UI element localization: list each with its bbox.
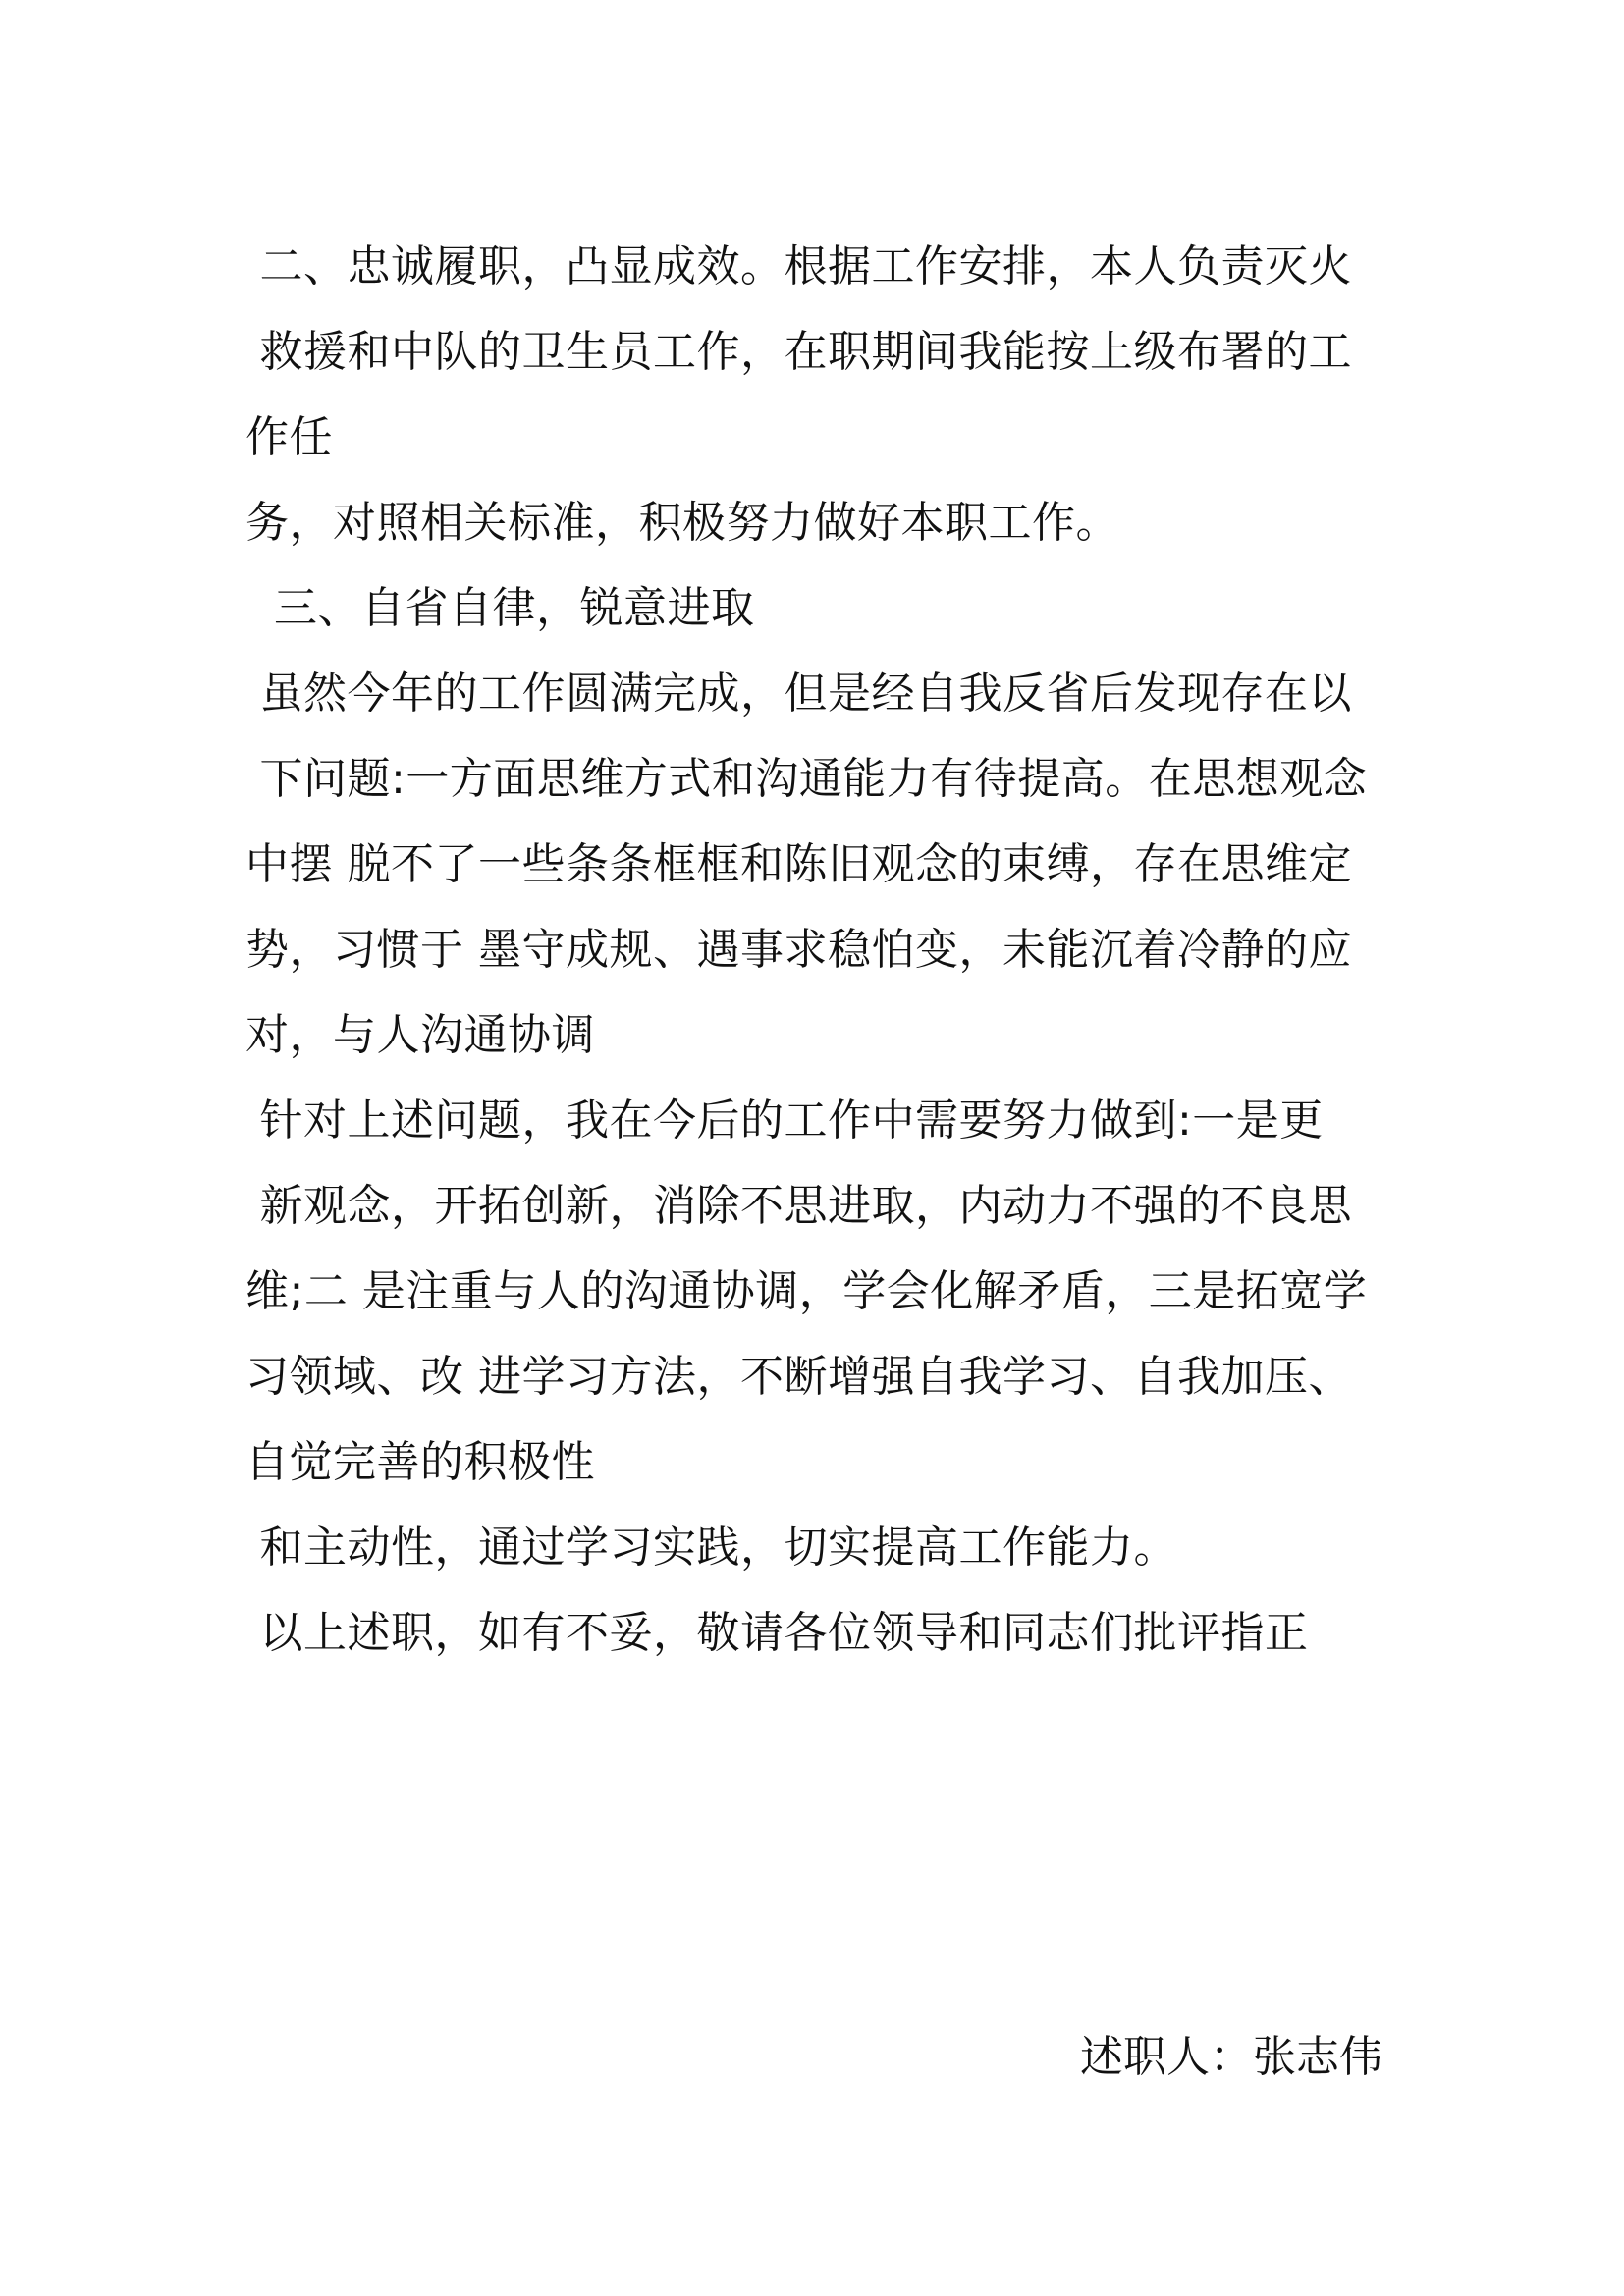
text-line: 和主动性，通过学习实践，切实提高工作能力。: [245, 1522, 1177, 1573]
text-line: 下问题:一方面思维方式和沟通能力有待提高。在思想观念: [245, 754, 1368, 804]
text-line: 习领域、改 进学习方法，不断增强自我学习、自我加压、: [245, 1352, 1352, 1402]
text-line: 务，对照相关标准，积极努力做好本职工作。: [245, 498, 1119, 548]
text-line: 势，习惯于 墨守成规、遇事求稳怕变，未能沉着冷静的应: [245, 925, 1352, 975]
text-line: 二、忠诚履职，凸显成效。根据工作安排，本人负责灭火: [245, 241, 1352, 292]
text-line: 虽然今年的工作圆满完成，但是经自我反省后发现存在以: [245, 668, 1352, 719]
signature-line: 述职人：张志伟: [1080, 2032, 1382, 2082]
section-heading: 三、自省自律，锐意进取: [245, 583, 755, 633]
text-line: 对，与人沟通协调: [245, 1010, 595, 1060]
text-line: 中摆 脱不了一些条条框框和陈旧观念的束缚，存在思维定: [245, 839, 1352, 889]
text-line: 救援和中队的卫生员工作，在职期间我能按上级布署的工: [245, 327, 1352, 377]
text-line: 针对上述问题，我在今后的工作中需要努力做到:一是更: [245, 1095, 1324, 1146]
text-line: 作任: [245, 412, 333, 462]
text-line: 维;二 是注重与人的沟通协调，学会化解矛盾，三是拓宽学: [245, 1266, 1368, 1316]
text-line: 以上述职，如有不妥，敬请各位领导和同志们批评指正: [245, 1608, 1309, 1658]
document-body: [245, 224, 1394, 1676]
text-line: 新观念，开拓创新，消除不思进取，内动力不强的不良思: [245, 1181, 1352, 1231]
text-line: 自觉完善的积极性: [245, 1437, 595, 1487]
